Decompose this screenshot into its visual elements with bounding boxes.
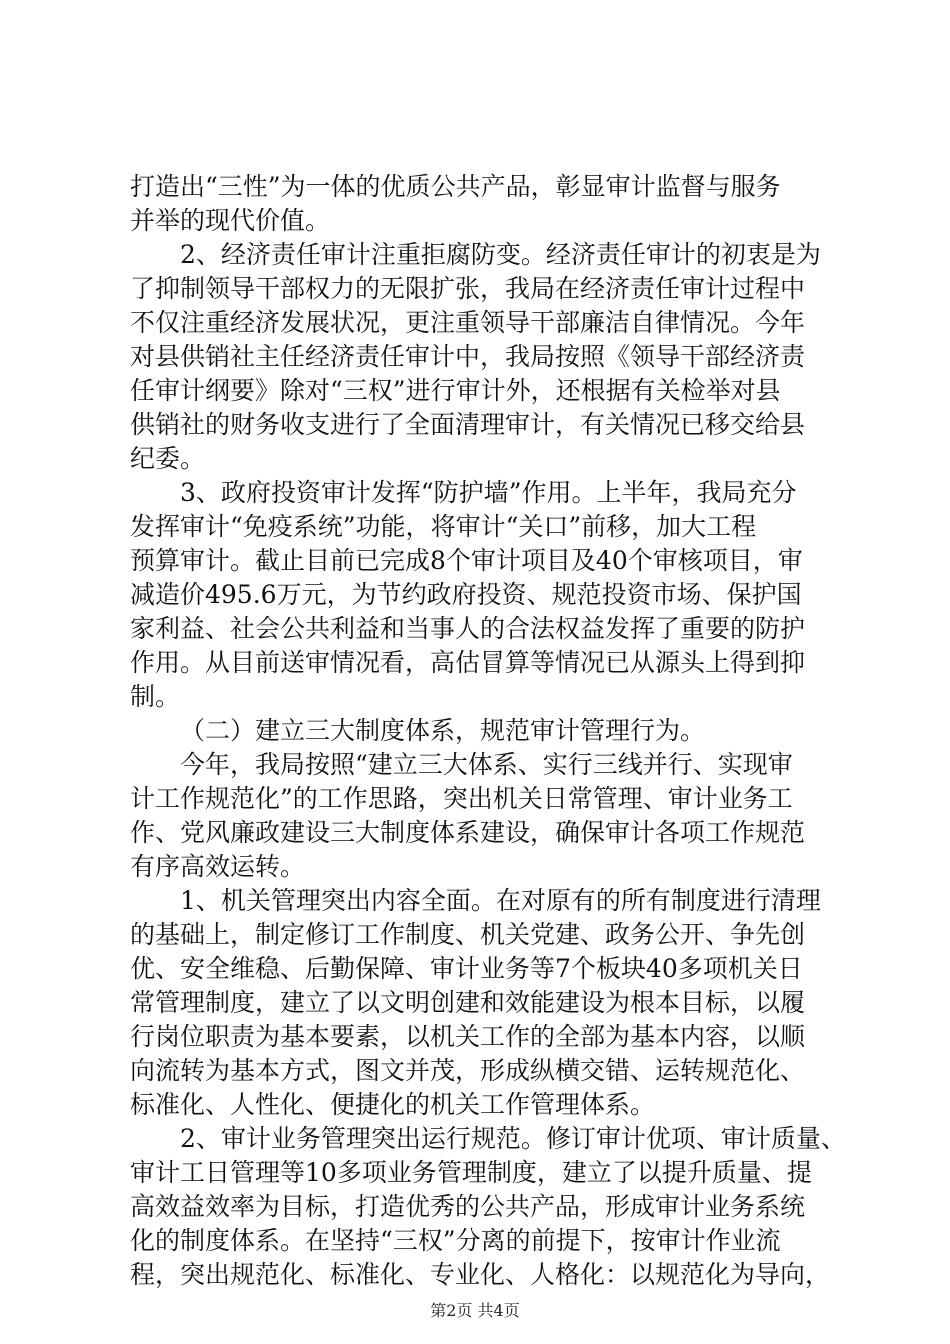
- text-line: 高效益效率为目标，打造优秀的公共产品，形成审计业务系统: [130, 1192, 806, 1221]
- text-line: 的基础上，制定修订工作制度、机关党建、政务公开、争先创: [130, 920, 806, 949]
- text-line: 作、党风廉政建设三大制度体系建设，确保审计各项工作规范: [130, 818, 806, 847]
- text-line: 今年，我局按照“建立三大体系、实行三线并行、实现审: [180, 750, 793, 779]
- page-footer: 第2页 共4页: [430, 1301, 520, 1320]
- text-line: 家利益、社会公共利益和当事人的合法权益发挥了重要的防护: [130, 614, 806, 643]
- text-line: 向流转为基本方式，图文并茂，形成纵横交错、运转规范化、: [130, 1056, 806, 1085]
- text-line: 化的制度体系。在坚持“三权”分离的前提下，按审计作业流: [130, 1226, 781, 1255]
- text-line: 2、审计业务管理突出运行规范。修订审计优项、审计质量、: [180, 1124, 846, 1153]
- section-heading: （二）建立三大制度体系，规范审计管理行为。: [180, 716, 706, 745]
- text-line: 了抑制领导干部权力的无限扩张，我局在经济责任审计过程中: [130, 274, 806, 303]
- text-line: 预算审计。截止目前已完成8个审计项目及40个审核项目，审: [130, 546, 803, 575]
- text-line: 审计工日管理等10多项业务管理制度，建立了以提升质量、提: [130, 1158, 812, 1187]
- text-line: 打造出“三性”为一体的优质公共产品，彰显审计监督与服务: [130, 172, 781, 201]
- text-line: 优、安全维稳、后勤保障、审计业务等7个板块40多项机关日: [130, 954, 803, 983]
- text-line: 任审计纲要》除对“三权”进行审计外，还根据有关检举对县: [130, 376, 781, 405]
- text-line: 程，突出规范化、标准化、专业化、人格化：以规范化为导向，: [130, 1260, 831, 1289]
- text-line: 计工作规范化”的工作思路，突出机关日常管理、审计业务工: [130, 784, 793, 813]
- text-line: 发挥审计“免疫系统”功能，将审计“关口”前移，加大工程: [130, 512, 757, 541]
- text-line: 并举的现代价值。: [130, 206, 331, 235]
- text-line: 行岗位职责为基本要素，以机关工作的全部为基本内容，以顺: [130, 1022, 806, 1051]
- text-line: 3、政府投资审计发挥“防护墙”作用。上半年，我局充分: [180, 478, 797, 507]
- text-line: 标准化、人性化、便捷化的机关工作管理体系。: [130, 1090, 656, 1119]
- text-line: 不仅注重经济发展状况，更注重领导干部廉洁自律情况。今年: [130, 308, 806, 337]
- text-line: 制。: [130, 682, 181, 711]
- text-line: 作用。从目前送审情况看，高估冒算等情况已从源头上得到抑: [130, 648, 806, 677]
- text-line: 供销社的财务收支进行了全面清理审计，有关情况已移交给县: [130, 410, 806, 439]
- text-line: 减造价495.6万元，为节约政府投资、规范投资市场、保护国: [130, 580, 802, 609]
- text-line: 2、经济责任审计注重拒腐防变。经济责任审计的初衷是为: [180, 240, 821, 269]
- text-line: 纪委。: [130, 444, 206, 473]
- text-line: 有序高效运转。: [130, 852, 306, 881]
- text-line: 常管理制度，建立了以文明创建和效能建设为根本目标，以履: [130, 988, 806, 1017]
- text-line: 对县供销社主任经济责任审计中，我局按照《领导干部经济责: [130, 342, 806, 371]
- text-line: 1、机关管理突出内容全面。在对原有的所有制度进行清理: [180, 886, 821, 915]
